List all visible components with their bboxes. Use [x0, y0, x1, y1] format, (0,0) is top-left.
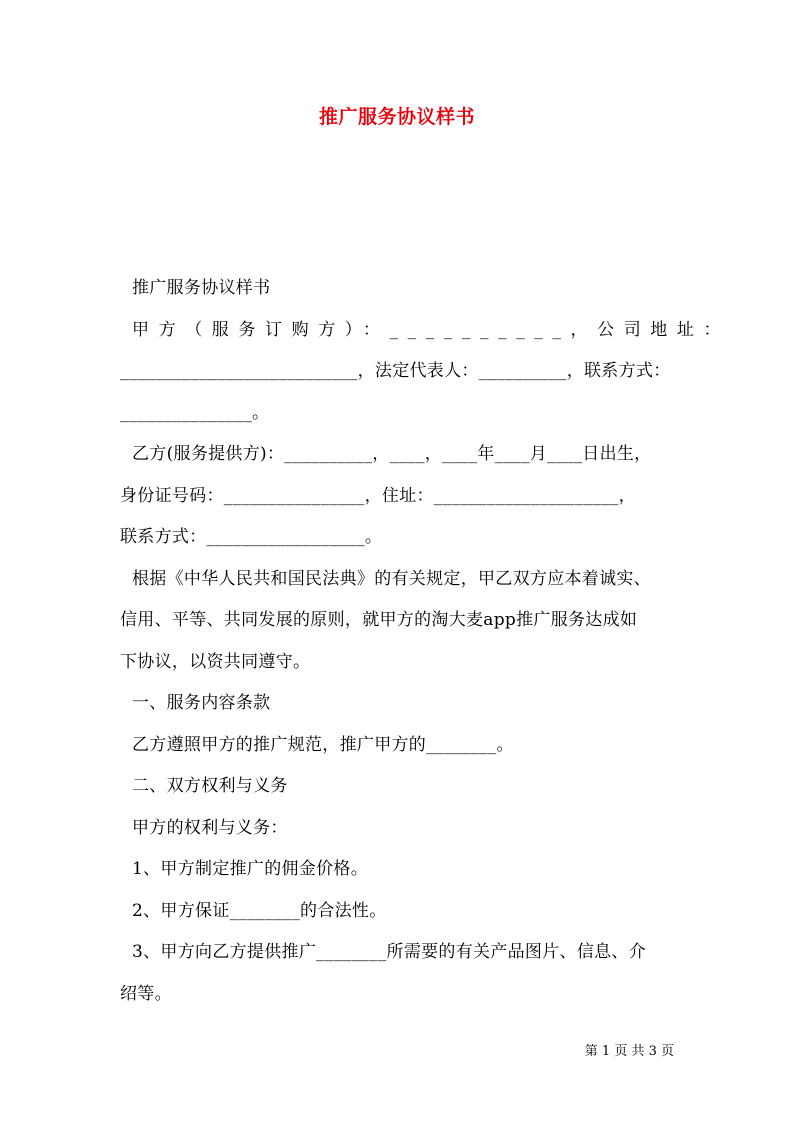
page-number-footer: 第 1 页 共 3 页: [584, 1044, 674, 1059]
preamble-paragraph-line-3: 下协议，以资共同遵守。: [120, 651, 311, 672]
service-content-paragraph: 乙方遵照甲方的推广规范，推广甲方的________。: [132, 734, 514, 755]
party-a-representative-line: ___________________________，法定代表人：__________，联系方式：: [120, 361, 671, 381]
party-a-rights-heading: 甲方的权利与义务：: [132, 817, 288, 838]
clause-3-line-2: 绍等。: [120, 983, 172, 1004]
preamble-paragraph-line-1: 根据《中华人民共和国民法典》的有关规定，甲乙双方应本着诚实、: [132, 568, 651, 589]
body-heading: 推广服务协议样书: [132, 278, 271, 298]
party-b-id-line: 身份证号码：________________，住址：_____________________，: [120, 485, 636, 506]
document-title: 推广服务协议样书: [318, 106, 475, 128]
document-body: [120, 268, 731, 1015]
section-heading-rights-obligations: 二、双方权利与义务: [132, 776, 288, 796]
clause-3-line-1: 3、甲方向乙方提供推广________所需要的有关产品图片、信息、介: [132, 942, 647, 962]
party-b-contact-line: 联系方式：__________________。: [120, 527, 383, 547]
party-a-contact-line: _______________。: [120, 402, 270, 423]
party-b-line: 乙方(服务提供方)：__________，____，____年____月____日出生，: [132, 444, 652, 464]
clause-2: 2、甲方保证________的合法性。: [132, 900, 387, 921]
clause-1: 1、甲方制定推广的佣金价格。: [132, 859, 369, 879]
party-a-line: 甲方（服务订购方）：__________，公司地址：: [132, 319, 731, 340]
preamble-paragraph-line-2: 信用、平等、共同发展的原则，就甲方的淘大麦app推广服务达成如: [120, 610, 638, 630]
section-heading-service-content: 一、服务内容条款: [132, 693, 271, 713]
